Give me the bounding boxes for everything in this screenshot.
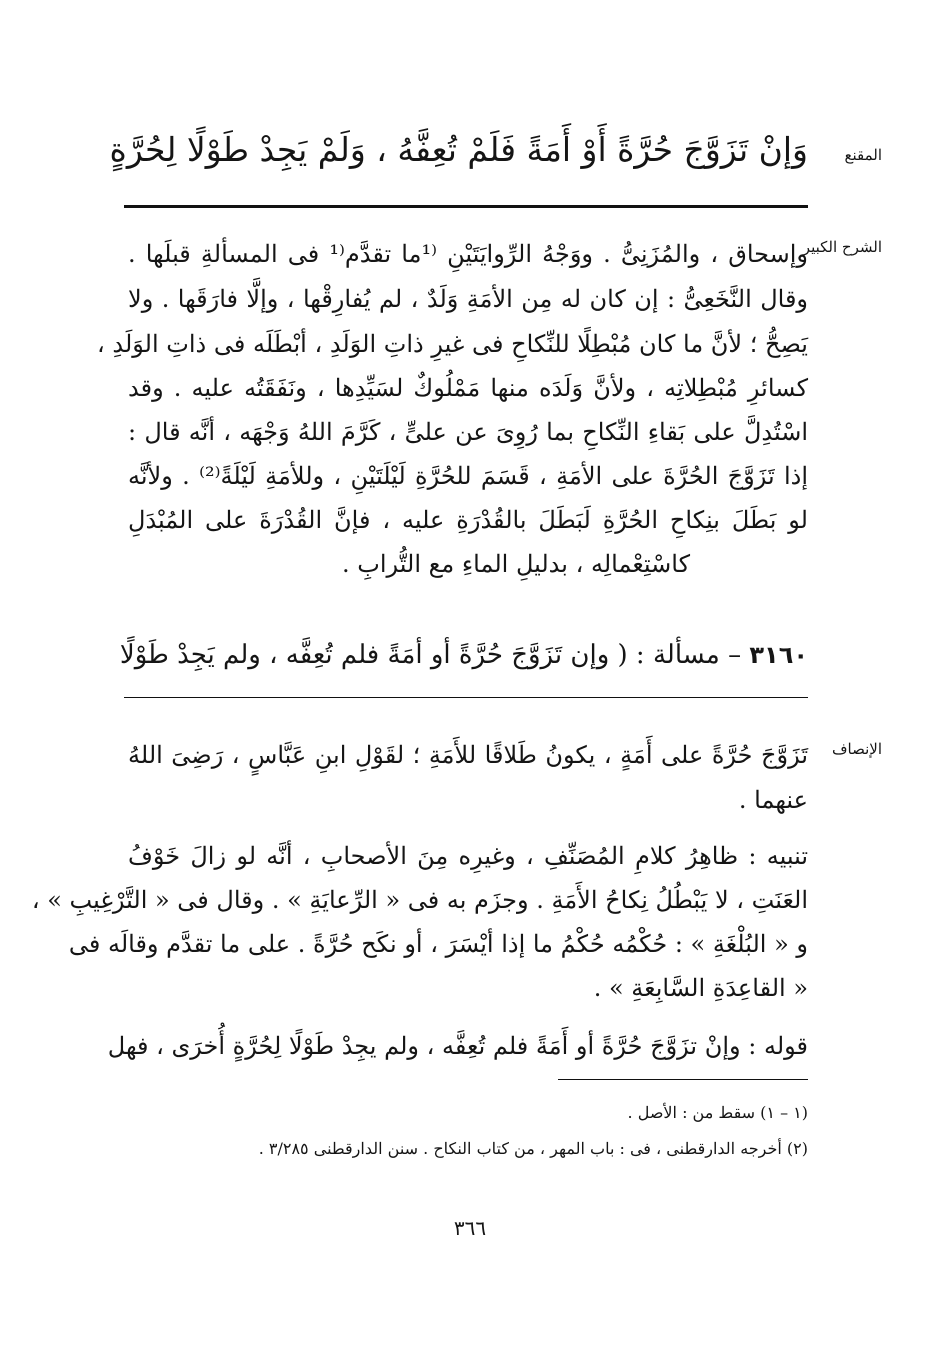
sharh-line: يَصِحُّ ؛ لأنَّ ما كان مُبْطِلًا للنِّكاحِ فى غيرِ ذاتِ الوَلَدِ ، أبْطَلَه فى ذاتِ الوَلَدِ ، bbox=[97, 330, 808, 358]
muqni-text: وَإنْ تَزَوَّجَ حُرَّةً أَوْ أَمَةً فَلَمْ تُعِفَّهُ ، وَلَمْ يَجِدْ طَوْلًا لِحُرَّةٍ bbox=[109, 130, 808, 169]
sharh-line: كسائرِ مُبْطِلاتِه ، ولأنَّ وَلَدَه منها مَمْلُوكٌ لسَيِّدِها ، ونَفَقَتُه عليه . وقد bbox=[128, 374, 808, 402]
issue-number: ٣١٦٠ bbox=[749, 641, 808, 669]
tanbih-line: « القاعِدَةِ السَّابِعَةِ » . bbox=[593, 974, 808, 1002]
footnote: (٢) أخرجه الدارقطنى ، فى : باب المهر ، من كتاب النكاح . سنن الدارقطنى ٣/٢٨٥ . bbox=[258, 1139, 808, 1158]
insaf-label: الإنصاف bbox=[831, 740, 882, 758]
sharh-line: اسْتُدِلَّ على بَقاءِ النِّكاحِ بما رُوِىَ عن علىٍّ ، كَرَّمَ اللهُ وَجْهَه ، أنَّه قال : bbox=[128, 418, 808, 446]
sharh-line: وقال النَّخَعِىُّ : إن كان له مِن الأمَةِ وَلَدٌ ، لم يُفارِقْها ، وإلَّا فارَقَها . ولا bbox=[128, 285, 808, 313]
sharh-divider bbox=[124, 697, 808, 698]
insaf-line: عنهما . bbox=[738, 786, 808, 814]
qawluh-line: قوله : وإنْ تزَوَّجَ حُرَّةً أو أَمَةً فلم تُعِفَّه ، ولم يجِدْ طَوْلًا لِحُرَّةٍ أُخرَى ، فهل bbox=[107, 1032, 808, 1060]
sharh-line: كاسْتِعْمالِه ، بدليلِ الماءِ مع التُّرابِ . bbox=[342, 550, 690, 578]
tanbih-line: العَنَتِ ، لا يَبْطُلُ نِكاحُ الأَمَةِ . وجزَم به فى « الرِّعايَةِ » . وقال فى « التَّرْغِيبِ » ، bbox=[31, 886, 808, 914]
issue-text: – مسألة : ( وإن تَزَوَّجَ حُرَّةً أو أمَةً فلم تُعِفَّه ، ولم يَجِدْ طَوْلًا bbox=[119, 640, 742, 670]
muqni-divider bbox=[124, 205, 808, 208]
sharh-line: لو بَطَلَ بنِكاحِ الحُرَّةِ لَبَطَلَ بالقُدْرَةِ عليه ، فإنَّ القُدْرَةَ على المُبْدَلِ bbox=[128, 506, 808, 534]
footnote: (١ – ١) سقط من : الأصل . bbox=[627, 1103, 808, 1122]
muqni-label: المقنع bbox=[844, 146, 882, 164]
page-number: ٣٦٦ bbox=[453, 1216, 487, 1240]
issue-heading bbox=[119, 632, 808, 678]
insaf-line: تَزَوَّجَ حُرَّةً على أَمَةٍ ، يكونُ طَلاقًا للأَمَةِ ؛ لقَوْلِ ابنِ عَبَّاسٍ ، رَضِىَ اللهُ bbox=[128, 741, 808, 769]
sharh-line: وإسحاق ، والمُزَنِىُّ . ووَجْهُ الرِّوايَتَيْنِ ⁽¹ما تقدَّم⁽¹ فى المسألةِ قبلَها . bbox=[128, 240, 808, 268]
tanbih-line: تنبيه : ظاهِرُ كلامِ المُصَنِّفِ ، وغيرِه مِنَ الأصحابِ ، أنَّه لو زالَ خَوْفُ bbox=[128, 842, 808, 870]
footnote-divider bbox=[558, 1079, 808, 1080]
sharh-label: الشرح الكبير bbox=[802, 238, 882, 256]
sharh-line: إذا تَزَوَّجَ الحُرَّةَ على الأمَةِ ، قَسَمَ للحُرَّةِ لَيْلَتَيْنِ ، وللأمَةِ لَيْلَةً⁽²⁾ . ولأنَّه bbox=[128, 462, 808, 490]
tanbih-line: و « البُلْغَةِ » : حُكْمُه حُكْمُ ما إذا أيْسَرَ ، أو نكَح حُرَّةً . على ما تقدَّم وقالَه فى bbox=[68, 930, 808, 958]
